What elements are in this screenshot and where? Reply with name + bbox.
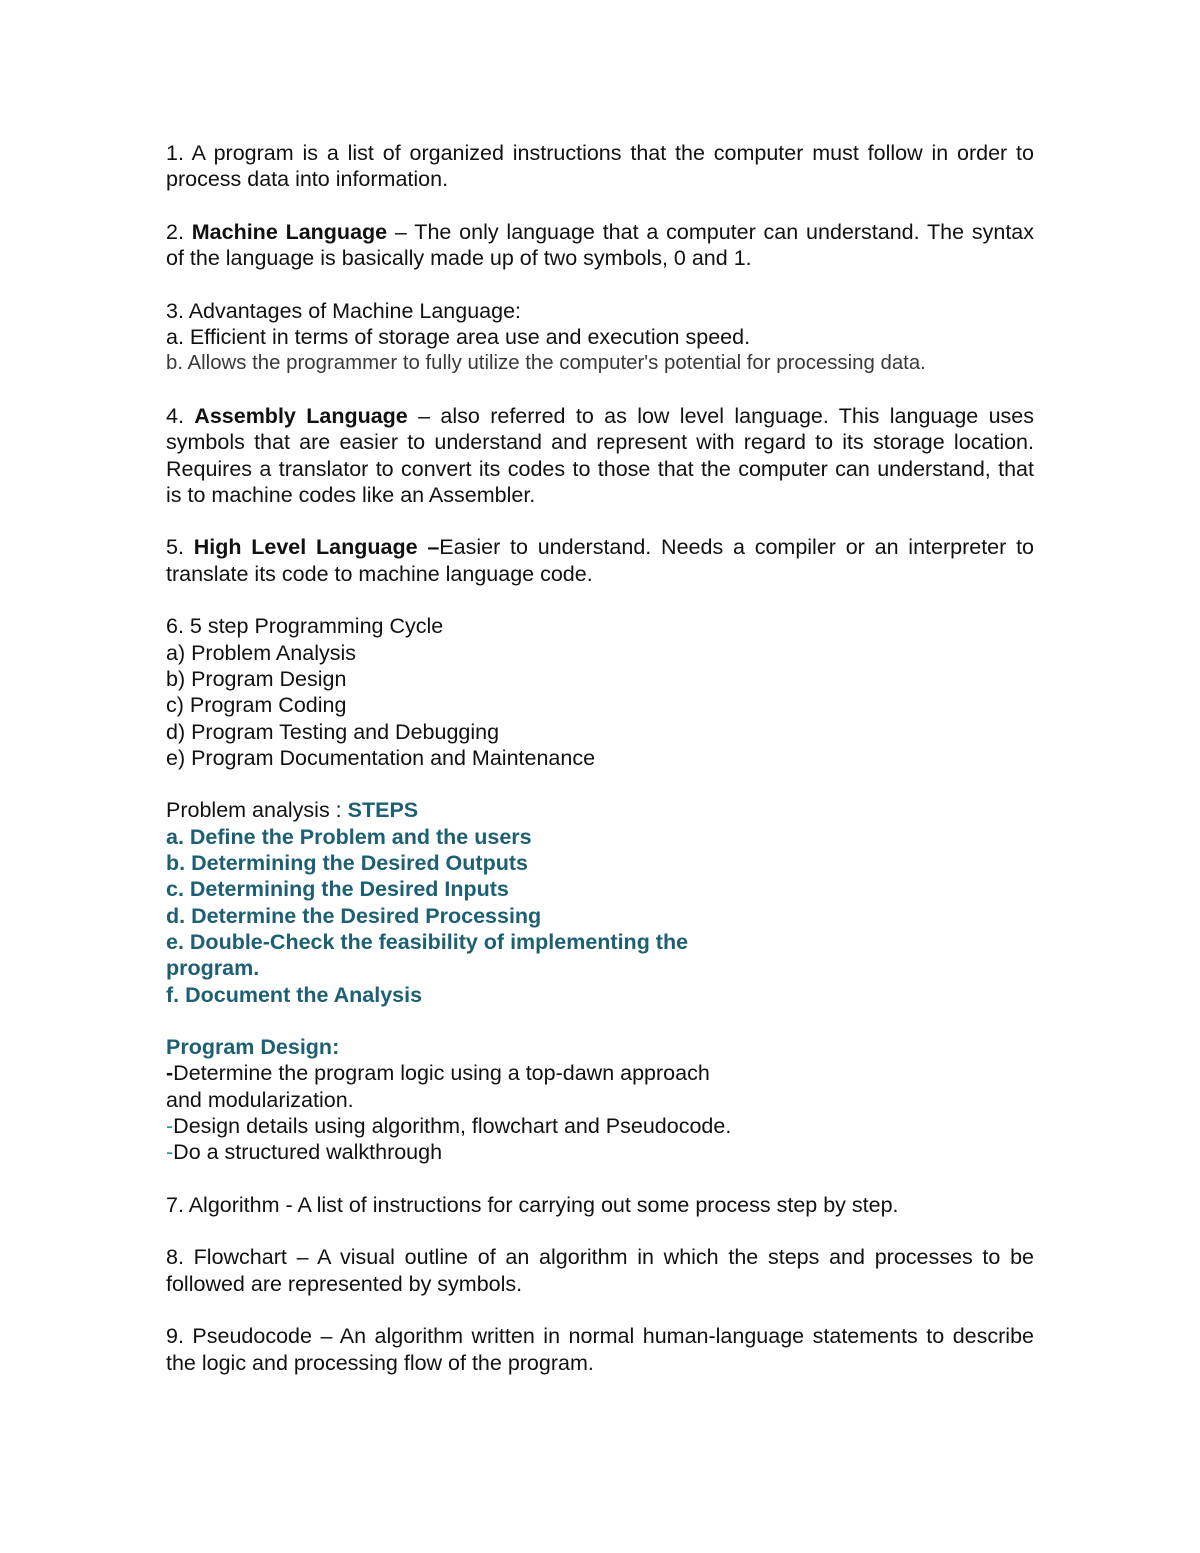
analysis-step: d. Determine the Desired Processing (166, 903, 542, 928)
analysis-step: f. Document the Analysis (166, 982, 423, 1007)
problem-analysis-steps (166, 797, 1034, 1007)
item-3-heading: 3. Advantages of Machine Language: (166, 298, 522, 323)
program-design-line (166, 1139, 1034, 1165)
item-7-algorithm: 7. Algorithm - A list of instructions for carrying out some process step by step. (166, 1192, 899, 1217)
item-2-number: 2. (166, 219, 192, 244)
program-design-line (166, 1113, 1034, 1139)
program-design-text: Determine the program logic using a top-dawn approach (173, 1061, 710, 1086)
program-design-title: Program Design: (166, 1035, 340, 1060)
cycle-step: d) Program Testing and Debugging (166, 719, 500, 744)
document-page (166, 140, 1034, 1402)
item-1-program-definition: 1. A program is a list of organized instructions that the computer must follow in order to process data into information. (166, 141, 1034, 192)
program-design-line: and modularization. (166, 1087, 354, 1112)
cycle-step: c) Program Coding (166, 693, 347, 718)
bullet-dash: - (166, 1113, 174, 1138)
analysis-step: c. Determining the Desired Inputs (166, 877, 509, 902)
item-5-number: 5. (166, 535, 194, 560)
item-3-advantage-b: b. Allows the programmer to fully utilize the computer's potential for processing data. (166, 352, 926, 375)
item-5-definition: Easier to understand. Needs a compiler or an interpreter to translate its code to machine language code. (166, 535, 1035, 586)
item-4-definition: – also referred to as low level language. This language uses symbols that are easier to understand and represent with regard to its storage location. Requires a translator to convert its codes to those that the computer can understand, that is to machine codes like an Assembler. (166, 403, 1035, 507)
analysis-step: e. Double-Check the feasibility of implementing the (166, 929, 689, 954)
item-2-definition: – The only language that a computer can understand. The syntax of the language is basically made up of two symbols, 0 and 1. (166, 219, 1035, 271)
item-8-flowchart: 8. Flowchart – A visual outline of an algorithm in which the steps and processes to be followed are represented by symbols. (166, 1245, 1034, 1296)
item-4-number: 4. (166, 403, 195, 428)
analysis-step-continuation: program. (166, 956, 260, 981)
program-design-section (166, 1034, 1034, 1165)
bullet-dash: - (166, 1140, 174, 1165)
item-2-machine-language (166, 219, 1034, 272)
item-3-advantages (166, 298, 1034, 377)
analysis-step: a. Define the Problem and the users (166, 824, 532, 849)
item-2-term: Machine Language (191, 219, 388, 244)
program-design-text: Do a structured walkthrough (173, 1140, 443, 1165)
bullet-dash: - (166, 1061, 174, 1086)
steps-label: STEPS (347, 798, 419, 823)
problem-analysis-label: Problem analysis : (166, 798, 348, 823)
cycle-step: a) Problem Analysis (166, 640, 356, 665)
item-6-programming-cycle (166, 613, 1034, 771)
program-design-text: Design details using algorithm, flowchart and Pseudocode. (173, 1113, 732, 1138)
item-5-term: High Level Language – (193, 535, 440, 560)
item-3-advantage-a: a. Efficient in terms of storage area use and execution speed. (166, 325, 751, 350)
cycle-step: b) Program Design (166, 666, 347, 691)
item-6-heading: 6. 5 step Programming Cycle (166, 614, 444, 639)
problem-analysis-heading (166, 797, 1034, 823)
cycle-step: e) Program Documentation and Maintenance (166, 745, 596, 770)
item-5-high-level-language (166, 534, 1034, 587)
item-4-assembly-language (166, 403, 1034, 508)
item-9-pseudocode: 9. Pseudocode – An algorithm written in normal human-language statements to describe the logic and processing flow of the program. (166, 1324, 1034, 1375)
analysis-step: b. Determining the Desired Outputs (166, 851, 528, 876)
program-design-line (166, 1060, 1034, 1086)
item-4-term: Assembly Language (194, 403, 408, 428)
